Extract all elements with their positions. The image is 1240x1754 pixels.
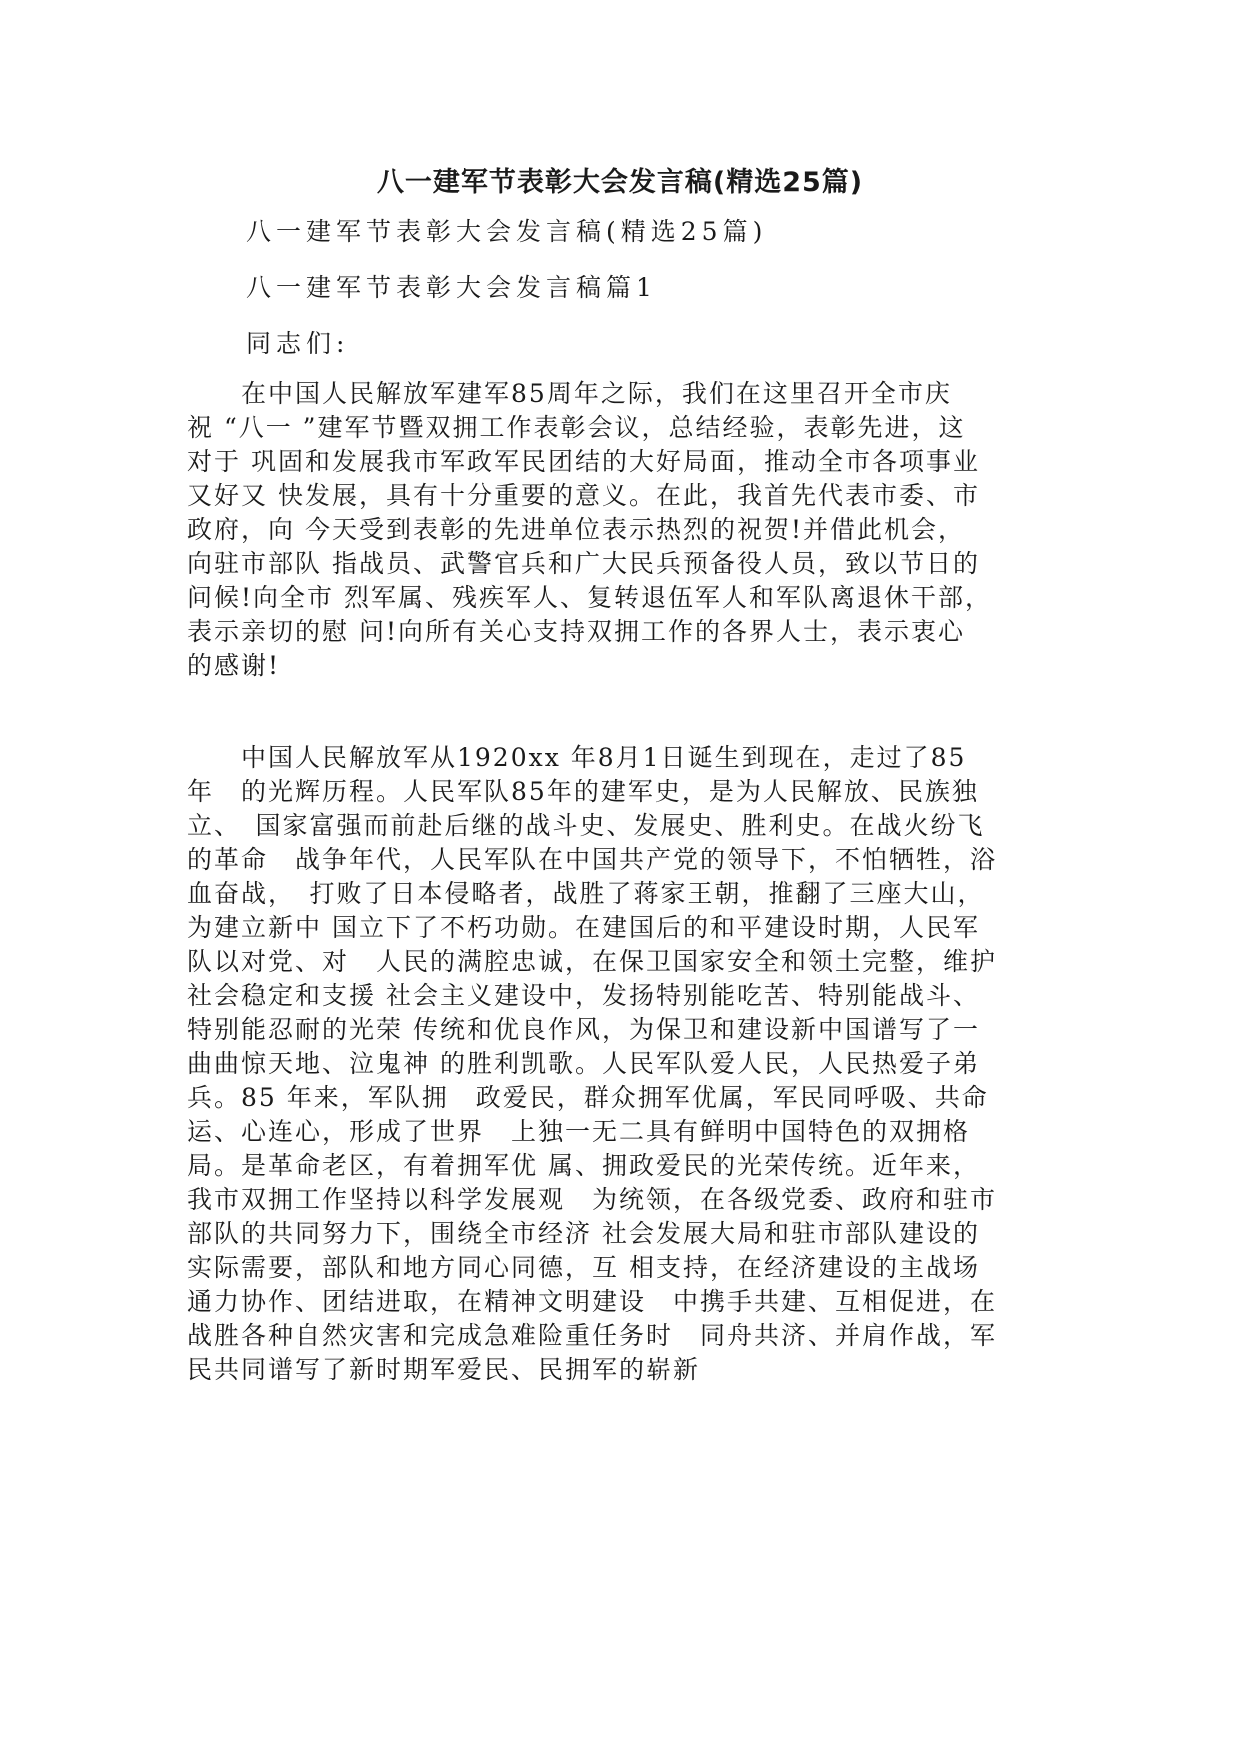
paragraph-line: 表示亲切的慰 问!向所有关心支持双拥工作的各界人士，表示衷心 [187,617,965,646]
paragraph-line: 为建立新中 国立下了不朽功勋。在建国后的和平建设时期，人民军 [187,913,980,942]
paragraph-line: 在中国人民解放军建军85周年之际，我们在这里召开全市庆 [187,379,952,408]
paragraph-line: 政府，向 今天受到表彰的先进单位表示热烈的祝贺!并借此机会， [187,515,965,544]
paragraph-2 [187,741,1067,1387]
paragraph-line: 对于 巩固和发展我市军政军民团结的大好局面，推动全市各项事业 [187,447,980,476]
paragraph-line: 立、 国家富强而前赴后继的战斗史、发展史、胜利史。在战火纷飞 [187,811,985,840]
paragraph-line: 队以对党、对 人民的满腔忠诚，在保卫国家安全和领土完整，维护 [187,947,998,976]
paragraph-line: 的革命 战争年代，人民军队在中国共产党的领导下，不怕牺牲，浴 [187,845,998,874]
paragraph-line: 曲曲惊天地、泣鬼神 的胜利凯歌。人民军队爱人民，人民热爱子弟 [187,1049,980,1078]
paragraph-line: 祝 “八一 ”建军节暨双拥工作表彰会议，总结经验，表彰先进，这 [187,413,966,442]
paragraph-line: 血奋战， 打败了日本侵略者，战胜了蒋家王朝，推翻了三座大山， [187,879,985,908]
paragraph-line: 的感谢! [187,651,281,680]
paragraph-line: 运、心连心，形成了世界 上独一无二具有鲜明中国特色的双拥格 [187,1117,971,1146]
section-heading: 八一建军节表彰大会发言稿篇1 [246,273,657,302]
paragraph-line: 通力协作、团结进取，在精神文明建设 中携手共建、互相促进，在 [187,1287,998,1316]
paragraph-1 [187,377,1067,683]
salutation: 同志们: [246,329,350,358]
paragraph-line: 局。是革命老区，有着拥军优 属、拥政爱民的光荣传统。近年来， [187,1151,980,1180]
paragraph-line: 战胜各种自然灾害和完成急难险重任务时 同舟共济、并肩作战，军 [187,1321,998,1350]
paragraph-line: 又好又 快发展，具有十分重要的意义。在此，我首先代表市委、市 [187,481,980,510]
paragraph-line: 向驻市部队 指战员、武警官兵和广大民兵预备役人员，致以节日的 [187,549,980,578]
paragraph-line: 年 的光辉历程。人民军队85年的建军史，是为人民解放、民族独 [187,777,979,806]
paragraph-line: 我市双拥工作坚持以科学发展观 为统领，在各级党委、政府和驻市 [187,1185,998,1214]
paragraph-line: 部队的共同努力下，围绕全市经济 社会发展大局和驻市部队建设的 [187,1219,980,1248]
document-subtitle: 八一建军节表彰大会发言稿(精选25篇) [246,217,768,246]
paragraph-line: 实际需要，部队和地方同心同德，互 相支持，在经济建设的主战场 [187,1253,980,1282]
document-title: 八一建军节表彰大会发言稿(精选25篇) [376,167,864,198]
paragraph-line: 民共同谱写了新时期军爱民、民拥军的崭新 [187,1355,701,1384]
paragraph-line: 中国人民解放军从1920xx 年8月1日诞生到现在，走过了85 [187,743,967,772]
paragraph-line: 兵。85 年来，军队拥 政爱民，群众拥军优属，军民同呼吸、共命 [187,1083,989,1112]
paragraph-line: 社会稳定和支援 社会主义建设中，发扬特别能吃苦、特别能战斗、 [187,981,980,1010]
paragraph-line: 特别能忍耐的光荣 传统和优良作风，为保卫和建设新中国谱写了一 [187,1015,980,1044]
paragraph-line: 问候!向全市 烈军属、残疾军人、复转退伍军人和军队离退休干部， [187,583,992,612]
